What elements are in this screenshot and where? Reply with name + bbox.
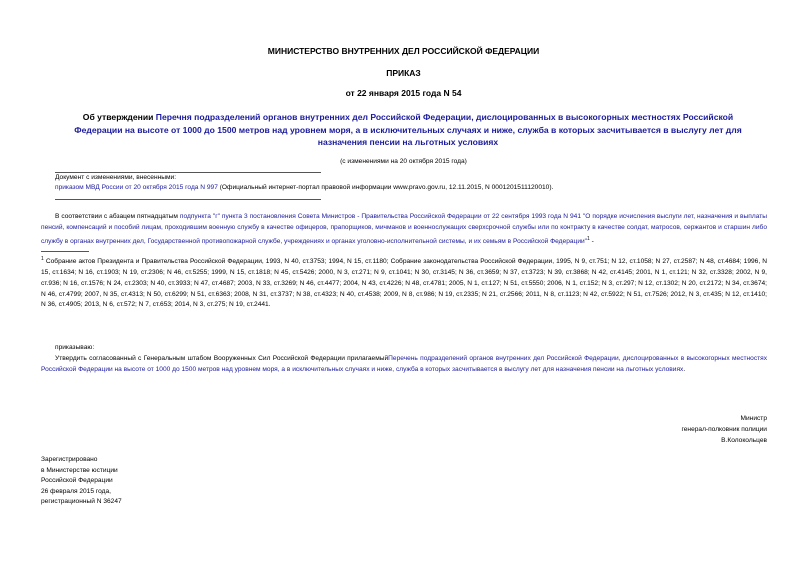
changes-note: (с изменениями на 20 октября 2015 года) (340, 158, 467, 165)
footnote-divider (41, 251, 89, 252)
signature-name: В.Колокольцев (721, 437, 767, 444)
preamble-end: - (589, 237, 594, 245)
amendment-order-link[interactable]: приказом МВД России от 20 октября 2015 года N 997 (55, 184, 218, 191)
signature-rank: генерал-полковник полиции (681, 426, 767, 433)
registration-date: 26 февраля 2015 года, (41, 488, 111, 495)
title-prefix: Об утверждении (82, 112, 156, 122)
doc-type-heading: ПРИКАЗ (386, 68, 421, 78)
preamble-text: В соответствии с абзацем пятнадцатым (55, 213, 180, 220)
approve-text: Утвердить согласованный с Генеральным штабом Вооруженных Сил Российской Федерации прилагаемый (55, 355, 389, 362)
title-list-link[interactable]: Перечня подразделений органов внутренних дел Российской Федерации, дислоцированных в высокогорных местностях Российской Федерации на высоте от 1000 до 1500 метров над уровнем моря, а в исключительных случаях и ниже, служба в которых засчитывается в выслугу лет для назначения пенсии на льготных условиях (74, 112, 742, 147)
footnote-text: Собрание актов Президента и Правительства Российской Федерации, 1993, N 40, ст.3753; 1994, N 15, ст.1180; Собрание законодательства Российской Федерации, 1995, N 9, ст.751; N 12, ст.1058; N 27, ст.2587; N 48, ст.4684; 1996, N 15, ст.1634; N 16, ст.1903; N 19, ст.2306; N 46, ст.5255; 1999, N 15, ст.1818; N 45, ст.5426; 2000, N 3, ст.271; N 9, ст.1041; N 30, ст.3145; N 36, ст.3659; N 37, ст.3723; N 39, ст.3868; N 42, ст.4145; 2001, N 1, ст.121; N 32, ст.3328; 2002, N 9, ст.936; N 16, ст.1576; N 24, ст.2303; N 40, ст.3933; N 47, ст.4687; 2003, N 33, ст.3269; N 46, ст.4477; 2004, N 43, ст.4226; N 48, ст.4781; 2005, N 1, ст.127; N 51, ст.5550; 2006, N 1, ст.152; N 3, ст.297; N 12, ст.1302; N 20, ст.2172; N 34, ст.3674; N 46, ст.4799; 2007, N 35, ст.4313; N 50, ст.6299; N 51, ст.6363; 2008, N 31, ст.3737; N 38, ст.4323; N 40, ст.4538; 2009, N 8, ст.986; N 19, ст.2335; N 21, ст.2566; 2011, N 8, ст.1123; N 42, ст.5922; N 51, ст.7526; 2012, N 3, ст.435; N 12, ст.1410; N 36, ст.4905; 2013, N 6, ст.572; N 7, ст.653; 2014, N 3, ст.275; N 19, ст.2441. (41, 258, 767, 309)
decree-941-link[interactable]: подпункта "г" пункта 3 постановления Совета Министров - Правительства Российской Федерации от 22 сентября 1993 года N 941 "О порядке исчисления выслуги лет, назначения и выплаты пенсий, компенсаций и пособий лицам, проходившим военную службу в качестве офицеров, прапорщиков, мичманов и военнослужащих сверхсрочной службы или по контракту в качестве солдат, матросов, сержантов и старшин либо службу в органах внутренних дел, Государственной противопожарной службе, учреждениях и органах уголовно-исполнительной системы, и их семьям в Российской Федерации" (41, 213, 767, 245)
divider-bottom (55, 199, 321, 200)
document-title (58, 111, 758, 149)
ministry-heading: МИНИСТЕРСТВО ВНУТРЕННИХ ДЕЛ РОССИЙСКОЙ ФЕДЕРАЦИИ (267, 46, 540, 56)
doc-date-heading: от 22 января 2015 года N 54 (345, 88, 462, 98)
preamble-paragraph (41, 212, 767, 248)
footnote-marker: 1 (587, 235, 590, 242)
registration-line-2: в Министерстве юстиции (41, 467, 118, 474)
registration-line-3: Российской Федерации (41, 477, 113, 484)
footnote-paragraph (41, 254, 767, 311)
approve-end: . (683, 365, 686, 373)
approved-list-link[interactable]: Перечень подразделений органов внутренних дел Российской Федерации, дислоцированных в высокогорных местностях Российской Федерации на высоте от 1000 до 1500 метров над уровнем моря, а в исключительных случаях и ниже, служба в которых засчитывается в выслугу лет для назначения пенсии на льготных условиях (41, 355, 768, 373)
amendments-label: Документ с изменениями, внесенными: (55, 174, 177, 181)
approve-paragraph (41, 354, 767, 376)
prikazyvayu-label: приказываю: (55, 344, 95, 351)
registration-line-1: Зарегистрировано (41, 456, 98, 463)
footnote-number: 1 (41, 256, 44, 262)
signature-title: Министр (740, 415, 767, 422)
amendment-source: (Официальный интернет-портал правовой информации www.pravo.gov.ru, 12.11.2015, N 0001201511120010). (217, 184, 554, 191)
registration-number: регистрационный N 36247 (41, 498, 122, 505)
amendments-line (55, 183, 755, 194)
